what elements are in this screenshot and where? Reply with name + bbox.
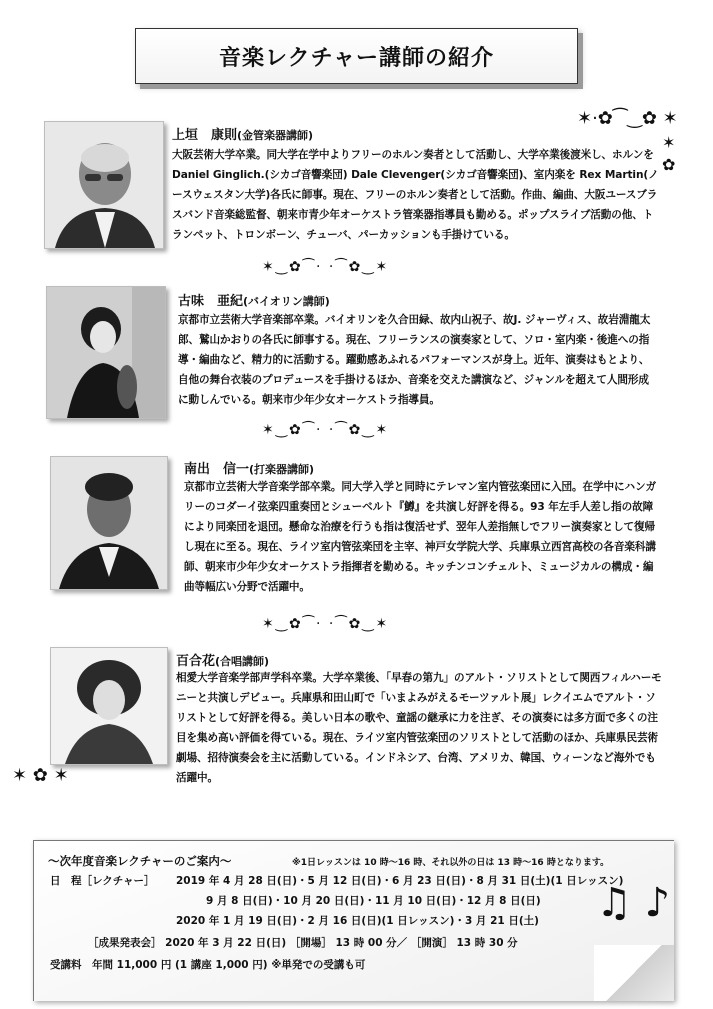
info-note: ※1日レッスンは 10 時～16 時、それ以外の日は 13 時～16 時となります。 xyxy=(292,858,610,868)
schedule-line: 2020 年 1 月 19 日(日)・2 月 16 日(日)(1 日レッスン)・3 月 21 日(土) xyxy=(176,915,539,927)
flourish-star-icon: ✶ ✿ ✶ xyxy=(12,765,69,786)
fee-info: 受講料 年間 11,000 円 (1 講座 1,000 円) ※単発での受講も可 xyxy=(50,959,366,971)
lecturer-photo-minamide xyxy=(50,456,168,590)
lecturer-name-text: 南出 信一 xyxy=(184,462,250,477)
recital-info: ［成果発表会］ 2020 年 3 月 22 日(日) ［開場］ 13 時 00 分／ ［開演］ 13 時 30 分 xyxy=(88,937,518,949)
lecturer-photo-yurika xyxy=(50,647,168,765)
lecturer-bio: 京都市立芸術大学音楽部卒業。バイオリンを久合田緑、故内山祝子、故J. ジャーヴィス、故岩淵龍太郎、鷲山かおりの各氏に師事する。現在、フリーランスの演奏家として、ソロ・室内楽・後進への指導・編曲など、精力的に活動する。躍動感あふれるパフォーマンスが身上。近年、演奏はもとより、自他の舞台衣装のプロデュースを手掛けるほか、音楽を交えた講演など、ジャンルを超えて人間形成に動しんでいる。朝来市少年少女オーケストラ指導員。 xyxy=(178,314,651,406)
lecturer-name-text: 古味 亜紀 xyxy=(178,294,244,309)
music-note-icon: ♫ ♪ xyxy=(596,880,671,926)
lecturer-name xyxy=(176,650,269,669)
lecturer-bio: 相愛大学音楽学部声学科卒業。大学卒業後、「早春の第九」のアルト・ソリストとして関西フィルハーモニーと共演しデビュー。兵庫県和田山町で「いまよみがえるモーツァルト展」レクイエムでアルト・ソリストとして好評を得る。美しい日本の歌や、童謡の継承に力を注ぎ、その演奏には多方面で多くの注目を集め高い評価を得ている。現在、ライツ室内管弦楽団のソリストとして活動のほか、兵庫県民芸術劇場、招待演奏会を主に活動している。インドネシア、台湾、アメリカ、韓国、ウィーンなど海外でも活躍中。 xyxy=(176,672,662,784)
lecturer-name-text: 百合花 xyxy=(176,654,216,669)
lecturer-name-text: 上垣 康則 xyxy=(172,128,238,143)
divider-ornament: ✶‿✿⁀· ·⁀✿‿✶ xyxy=(262,259,390,275)
divider-ornament: ✶‿✿⁀· ·⁀✿‿✶ xyxy=(262,422,390,438)
lecturer-role: (合唱講師) xyxy=(215,655,270,668)
info-heading: ～次年度音楽レクチャーのご案内～ xyxy=(48,854,232,868)
schedule-label: 日 程［レクチャー］ xyxy=(50,875,155,887)
lecturer-role: (金管楽器講師) xyxy=(237,129,314,142)
lecturer-name xyxy=(184,458,314,477)
lecturer-bio: 大阪芸術大学卒業。同大学在学中よりフリーのホルン奏者として活動し、大学卒業後渡米し、ホルンを Daniel Ginglich.(シカゴ音響楽団) Dale Clevenger(シカゴ音響楽団)、室内楽を Rex Martin(ノースウェスタン大学)各氏に師事。現在、フリーのホルン奏者として活動。作曲、編曲、大阪ユースブラスバンド音楽総監督、朝来市青少年オーケストラ管楽器指導員も勤める。ポップスライブ活動の他、トランペット、トロンボーン、チューバ、パーカッションも手掛けている。 xyxy=(172,149,659,241)
lecturer-photo-komi xyxy=(46,286,166,419)
divider-ornament: ✶‿✿⁀· ·⁀✿‿✶ xyxy=(262,616,390,632)
schedule-line: 2019 年 4 月 28 日(日)・5 月 12 日(日)・6 月 23 日(日)・8 月 31 日(土)(1 日レッスン) xyxy=(176,875,624,887)
lecturer-photo-uegaki xyxy=(44,121,164,249)
lecturer-role: (打楽器講師) xyxy=(249,463,315,476)
next-year-info-panel xyxy=(33,840,674,1001)
page-title: 音楽レクチャー講師の紹介 xyxy=(135,28,578,84)
lecturer-name xyxy=(178,290,330,309)
lecturer-bio: 京都市立芸術大学音楽学部卒業。同大学入学と同時にテレマン室内管弦楽団に入団。在学中にハンガリーのコダーイ弦楽四重奏団とシューベルト『鱒』を共演し好評を得る。93 年左手人差し指の故障により同楽団を退団。懸命な治療を行うも指は復活せず、翌年人差指無しでフリー演奏家として復帰し現在に至る。現在、ライツ室内管弦楽団を主宰、神戸女学院大学、兵庫県立西宮高校の各音楽科講師、朝来市少年少女オーケストラ指揮者を勤める。キッチンコンチェルト、ミュージカルの構成・編曲等幅広い分野で活躍中。 xyxy=(184,481,657,593)
lecturer-name xyxy=(172,124,313,143)
lecturer-role: (バイオリン講師) xyxy=(243,295,330,308)
flourish-top-right: ✶·✿⁀‿✿ ✶ xyxy=(577,108,678,129)
page-curl xyxy=(594,945,674,1001)
flourish-star-icon: ✶ ✿ xyxy=(662,133,676,174)
schedule-line: 9 月 8 日(日)・10 月 20 日(日)・11 月 10 日(日)・12 月 8 日(日) xyxy=(206,895,541,907)
flourish-left xyxy=(12,765,69,786)
